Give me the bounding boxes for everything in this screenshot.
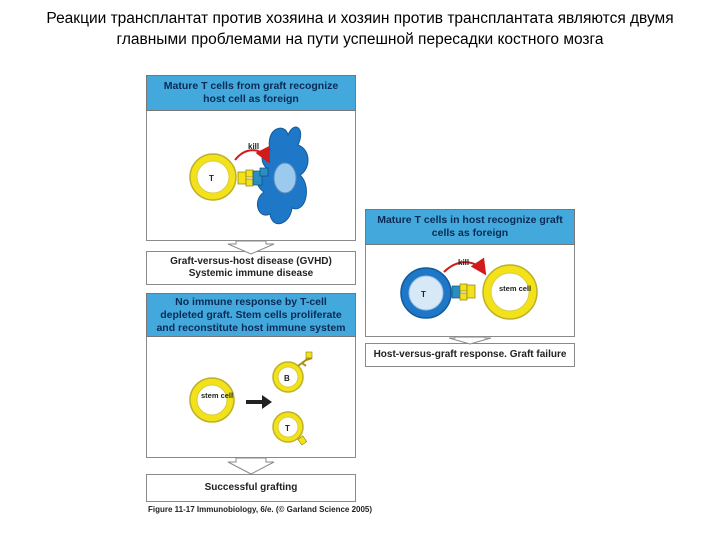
depleted-b-cell <box>273 352 312 392</box>
hvg-stem-label: stem cell <box>499 284 532 293</box>
depleted-stem-label: stem cell <box>201 391 234 400</box>
hvg-receptor-complex <box>452 284 475 300</box>
figure-caption: Figure 11-17 Immunobiology, 6/e. (© Garland Science 2005) <box>148 505 373 514</box>
gvhd-header: Mature T cells from graft recognize host cell as foreign <box>146 75 356 111</box>
gvhd-t-label: T <box>209 174 214 183</box>
gvhd-result: Graft-versus-host disease (GVHD) Systemic immune disease <box>146 251 356 285</box>
hvg-result: Host-versus-graft response. Graft failure <box>365 343 575 367</box>
depleted-result: Successful grafting <box>146 474 356 502</box>
hvg-t-label: T <box>421 290 426 299</box>
gvhd-kill-label: kill <box>248 142 260 151</box>
hvg-t-cell <box>401 268 451 318</box>
flow-arrow-depleted <box>228 458 274 474</box>
hvg-header: Mature T cells in host recognize graft cells as foreign <box>365 209 575 245</box>
depleted-header: No immune response by T-cell depleted graft. Stem cells proliferate and reconstitute host immune system <box>146 293 356 337</box>
flow-arrow-hvg <box>449 337 491 344</box>
slide-title: Реакции трансплантат против хозяина и хозяин против трансплантата являются двумя главными проблемами на пути успешной пересадки костного мозга <box>46 10 674 48</box>
proliferation-arrow <box>246 395 272 409</box>
depleted-stem-cell <box>190 378 234 422</box>
hvg-kill-label: kill <box>458 258 470 267</box>
flow-arrow-gvhd <box>228 241 274 254</box>
depleted-b-label: B <box>284 374 290 383</box>
depleted-t-label: T <box>285 424 290 433</box>
